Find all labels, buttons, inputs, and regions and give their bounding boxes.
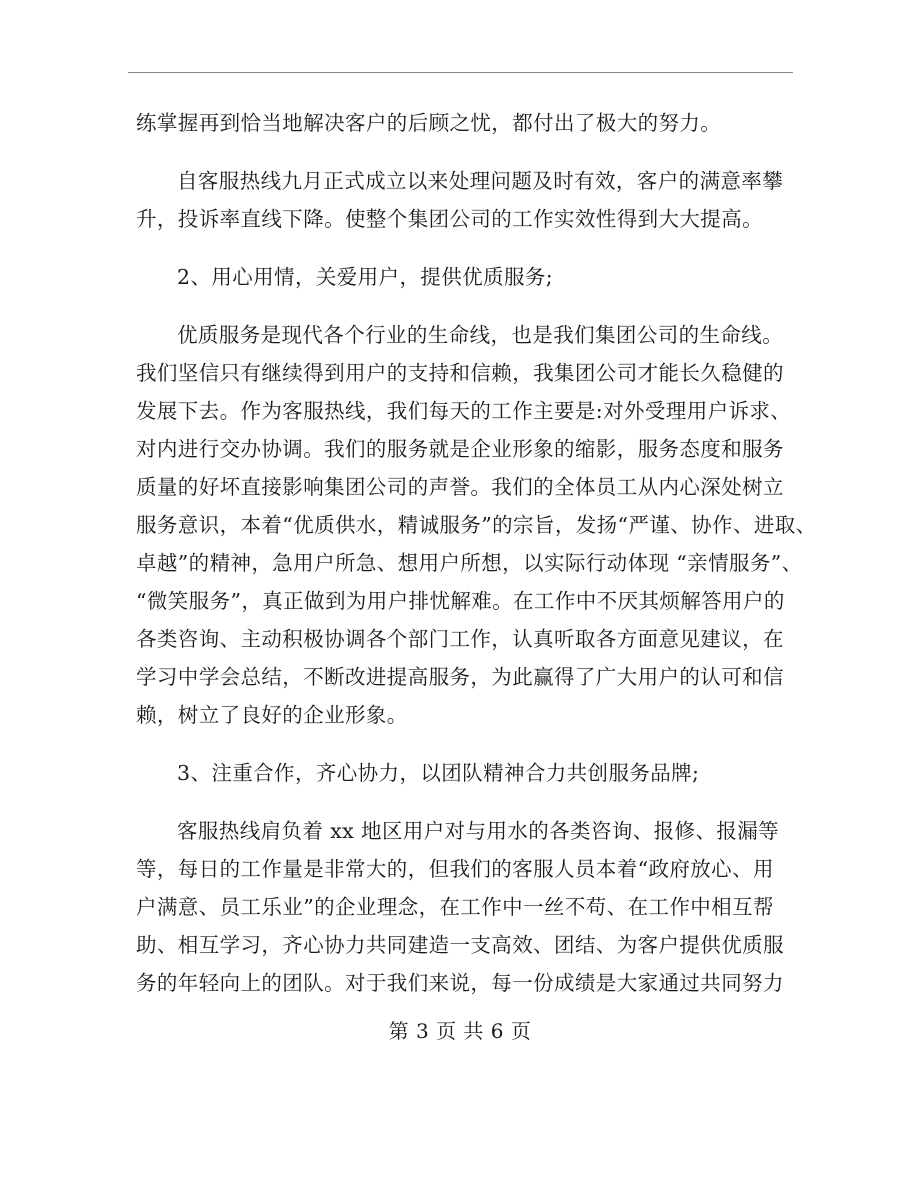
paragraph [136, 258, 796, 296]
line-text: “微笑服务”，真正做到为用户排忧解难。在工作中不厌其烦解答用户的 [136, 589, 785, 613]
line-text: 等，每日的工作量是非常大的，但我们的客服人员本着“政府放心、用 [136, 857, 774, 881]
line-text: 卓越”的精神，急用户所急、想用户所想，以实际行动体现 “亲情服务”、 [136, 551, 803, 575]
line-text: 赖，树立了良好的企业形象。 [136, 703, 408, 727]
page-number: 第 3 页 共 6 页 [388, 1019, 532, 1043]
paragraph [136, 316, 817, 734]
line-text: 对内进行交办协调。我们的服务就是企业形象的缩影，服务态度和服务 [136, 437, 784, 461]
text-line [136, 544, 803, 582]
text-line [136, 354, 796, 392]
text-line [136, 754, 796, 792]
line-text: 我们坚信只有继续得到用户的支持和信赖，我集团公司才能长久稳健的 [136, 361, 784, 385]
text-line [136, 430, 796, 468]
paragraph [136, 812, 796, 1002]
header-rule [128, 72, 793, 73]
text-line [136, 696, 796, 734]
text-line [136, 812, 796, 850]
text-line [136, 888, 796, 926]
line-text: 练掌握再到恰当地解决客户的后顾之忧，都付出了极大的努力。 [136, 111, 722, 135]
text-line [136, 964, 796, 1002]
text-line [136, 392, 796, 430]
text-line [136, 258, 796, 296]
text-line [136, 162, 796, 200]
line-text: 自客服热线九月正式成立以来处理问题及时有效，客户的满意率攀 [177, 169, 784, 193]
paragraph [136, 162, 796, 238]
line-text: 优质服务是现代各个行业的生命线，也是我们集团公司的生命线。 [177, 323, 784, 347]
line-text: 客服热线肩负着 xx 地区用户对与用水的各类咨询、报修、报漏等 [177, 819, 780, 843]
line-text: 2、用心用情，关爱用户，提供优质服务; [177, 265, 554, 289]
text-line [136, 200, 796, 238]
paragraph [136, 754, 796, 792]
paragraph [136, 104, 796, 142]
text-line [136, 926, 796, 964]
text-line [136, 658, 796, 696]
text-line [136, 850, 796, 888]
line-text: 发展下去。作为客服热线，我们每天的工作主要是:对外受理用户诉求、 [136, 399, 792, 423]
line-text: 学习中学会总结，不断改进提高服务，为此赢得了广大用户的认可和信 [136, 665, 784, 689]
line-text: 3、注重合作，齐心协力，以团队精神合力共创服务品牌; [177, 761, 700, 785]
text-line [136, 468, 796, 506]
line-text: 助、相互学习，齐心协力共同建造一支高效、团结、为客户提供优质服 [136, 933, 784, 957]
text-line [136, 620, 796, 658]
line-text: 质量的好坏直接影响集团公司的声誉。我们的全体员工从内心深处树立 [136, 475, 784, 499]
document-body [136, 104, 817, 1022]
text-line [136, 104, 796, 142]
line-text: 服务意识，本着“优质供水，精诚服务”的宗旨，发扬“严谨、协作、进取、 [136, 513, 817, 537]
line-text: 升，投诉率直线下降。使整个集团公司的工作实效性得到大大提高。 [136, 207, 763, 231]
text-line [136, 582, 796, 620]
line-text: 各类咨询、主动积极协调各个部门工作，认真听取各方面意见建议，在 [136, 627, 784, 651]
text-line [136, 506, 817, 544]
line-text: 务的年轻向上的团队。对于我们来说，每一份成绩是大家通过共同努力 [136, 971, 784, 995]
line-text: 户满意、员工乐业”的企业理念，在工作中一丝不苟、在工作中相互帮 [136, 895, 774, 919]
text-line [136, 316, 796, 354]
